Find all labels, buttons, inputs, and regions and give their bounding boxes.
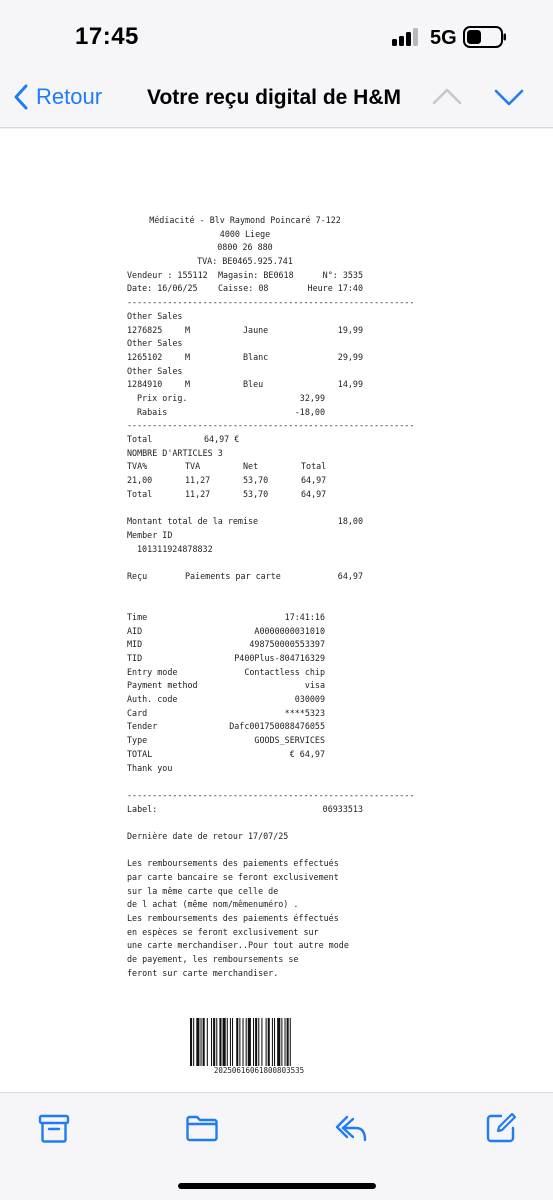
folder-icon[interactable] xyxy=(185,1111,219,1145)
divider: --------------------------------------------------------- xyxy=(127,297,415,308)
back-button[interactable] xyxy=(14,82,102,112)
barcode-number: 20250616061800803535 xyxy=(213,1066,305,1075)
receipt-info-row-2: Date: 16/06/25 Caisse: 08 Heure 17:40 xyxy=(127,283,363,294)
payment-detail-row: Time 17:41:16 xyxy=(127,611,325,622)
store-vat: TVA: BE0465.925.741 xyxy=(197,256,293,267)
member-label: Member ID xyxy=(127,529,173,540)
policy-line: de payement, les remboursements se xyxy=(127,954,299,965)
payment-detail-row: Type GOODS_SERVICES xyxy=(127,735,325,746)
receipt xyxy=(127,214,415,981)
member-id: 101311924878832 xyxy=(137,543,213,554)
payment-detail-row: MID 498750000553397 xyxy=(127,639,325,650)
chevron-down-icon[interactable] xyxy=(494,84,524,110)
chevron-up-icon[interactable] xyxy=(432,84,462,110)
payment-detail-row: Entry mode Contactless chip xyxy=(127,666,325,677)
policy-line: feront sur carte merchandiser. xyxy=(127,967,279,978)
barcode xyxy=(190,1018,328,1066)
prix-orig-line: Prix orig. 32,99 xyxy=(137,392,325,403)
payment-detail-row: TID P400Plus-804716329 xyxy=(127,653,325,663)
status-time: 17:45 xyxy=(75,23,139,50)
policy-line: une carte merchandiser..Pour tout autre mode xyxy=(127,940,349,951)
network-type: 5G xyxy=(430,27,457,49)
tva-table-row: Total 11,27 53,70 64,97 xyxy=(127,488,327,499)
policy-line: Les remboursements des paiements effectués xyxy=(127,858,339,869)
policy-line: en espèces se feront exclusivement sur xyxy=(127,926,319,937)
navigation-bar xyxy=(0,68,553,128)
policy-line: Les remboursements des paiements éffectués xyxy=(127,913,339,924)
tva-table-header: TVA% TVA Net Total xyxy=(127,461,327,472)
article-count: NOMBRE D'ARTICLES 3 xyxy=(127,447,223,458)
page-title: Votre reçu digital de H&M xyxy=(147,86,401,109)
policy-line: sur la même carte que celle de xyxy=(127,885,279,896)
signal-icon xyxy=(392,28,420,46)
status-bar xyxy=(0,0,553,68)
payment-detail-row: Tender Dafc001750088476055 xyxy=(127,721,325,732)
payment-detail-row: AID A0000000031010 xyxy=(127,625,325,636)
item-category: Other Sales xyxy=(127,365,183,376)
rabais-line: Rabais -18,00 xyxy=(137,406,325,417)
store-address: Médiacité - Blv Raymond Poincaré 7-122 xyxy=(149,215,341,225)
payment-summary-line: Reçu Paiements par carte 64,97 xyxy=(127,570,363,581)
label-line: Label: 06933513 xyxy=(127,803,363,814)
item-category: Other Sales xyxy=(127,310,183,321)
divider: --------------------------------------------------------- xyxy=(127,420,415,431)
item-category: Other Sales xyxy=(127,338,183,349)
thank-you: Thank you xyxy=(127,762,173,773)
receipt-info-row-1: Vendeur : 155112 Magasin: BE0618 N°: 3535 xyxy=(127,269,363,280)
policy-line: de l achat (même nom/mêmenuméro) . xyxy=(127,899,299,910)
store-city: 4000 Liege xyxy=(219,228,271,239)
tva-table-row: 21,00 11,27 53,70 64,97 xyxy=(127,475,327,486)
total-line: Total 64,97 € xyxy=(127,434,240,444)
return-date: Dernière date de retour 17/07/25 xyxy=(127,830,289,841)
item-line: 1265102 M Blanc 29,99 xyxy=(127,351,363,362)
reply-icon[interactable] xyxy=(334,1111,368,1145)
remise-line: Montant total de la remise 18,00 xyxy=(127,516,363,527)
payment-detail-row: Auth. code 030009 xyxy=(127,694,325,705)
payment-detail-row: TOTAL € 64,97 xyxy=(127,748,325,759)
compose-icon[interactable] xyxy=(484,1111,518,1145)
divider: --------------------------------------------------------- xyxy=(127,789,415,800)
payment-detail-row: Card ****5323 xyxy=(127,707,325,718)
chevron-left-icon xyxy=(14,84,28,110)
archive-box-icon[interactable] xyxy=(37,1111,71,1145)
item-line: 1276825 M Jaune 19,99 xyxy=(127,324,363,335)
item-line: 1284910 M Bleu 14,99 xyxy=(127,379,363,390)
payment-detail-row: Payment method visa xyxy=(127,680,325,691)
home-indicator[interactable] xyxy=(178,1183,376,1189)
policy-line: par carte bancaire se feront exclusivement xyxy=(127,872,339,882)
back-label: Retour xyxy=(36,84,103,109)
battery-icon xyxy=(463,26,507,48)
store-phone: 0800 26 880 xyxy=(217,242,273,253)
